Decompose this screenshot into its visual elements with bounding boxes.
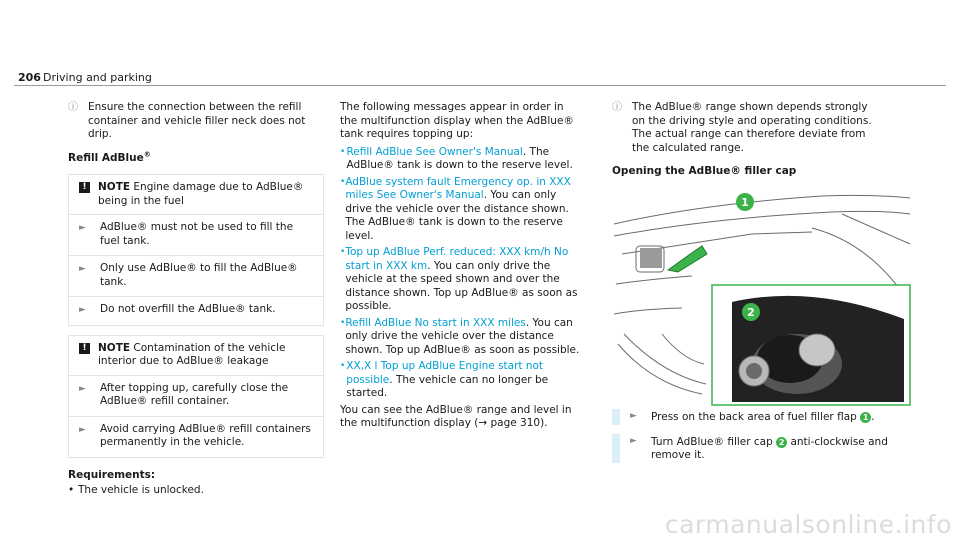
warning-label: NOTE — [98, 341, 131, 354]
requirement-item: • The vehicle is unlocked. — [68, 484, 204, 496]
step-item: ► After topping up, carefully close the AdBlue® refill container. — [69, 375, 323, 416]
warning-text: Contamination of the vehicle interior due to AdBlue® leakage — [98, 341, 286, 367]
info-note-text: The AdBlue® range shown depends strongly on the driving style and operating conditions. The actual range can therefore deviate from the calculated range. — [632, 101, 872, 154]
page-number: 206 — [18, 71, 41, 84]
arrow-icon: ► — [79, 305, 86, 315]
section-heading: Refill AdBlue® — [68, 150, 151, 164]
info-note — [612, 101, 912, 155]
info-note — [68, 101, 324, 142]
chapter-title: Driving and parking — [43, 71, 152, 84]
step-bar — [612, 434, 620, 463]
list-item: • Refill AdBlue See Owner's Manual. The AdBlue® tank is down to the reserve level. — [340, 145, 573, 171]
callout-badge: 1 — [860, 412, 871, 423]
info-icon: ⓘ — [612, 102, 622, 113]
step-item: ► Only use AdBlue® to fill the AdBlue® tank. — [69, 255, 323, 296]
warning-box-2 — [68, 335, 324, 458]
callout-2: 2 — [747, 306, 755, 319]
arrow-icon: ► — [79, 223, 86, 233]
step-item: ► Avoid carrying AdBlue® refill containers permanently in the vehicle. — [69, 416, 323, 457]
step-item: ► Turn AdBlue® filler cap 2 anti-clockwise and remove it. — [612, 434, 912, 463]
list-item: • AdBlue system fault Emergency op. in XXX miles See Owner's Manual. You can only drive the vehicle over the distance shown. The AdBlue® tank is down to the reserve level. — [340, 175, 571, 242]
section-heading: Opening the AdBlue® filler cap — [612, 165, 797, 177]
warning-text: Engine damage due to AdBlue® being in the fuel — [98, 181, 304, 207]
arrow-icon: ► — [630, 435, 637, 446]
bullet-icon: • — [68, 484, 75, 496]
bullet-icon: • — [340, 361, 346, 371]
column-2 — [340, 101, 580, 431]
info-icon: ⓘ — [68, 102, 78, 113]
column-1 — [68, 101, 324, 498]
warning-label: NOTE — [98, 181, 131, 193]
bullet-icon: • — [340, 146, 346, 157]
bullet-icon: • — [340, 247, 346, 257]
step-item: ► Do not overfill the AdBlue® tank. — [69, 296, 323, 325]
info-note-text: Ensure the connection between the refill container and vehicle filler neck does not drip. — [88, 101, 306, 140]
warning-icon: ! — [79, 343, 90, 354]
list-item: • Refill AdBlue No start in XXX miles. You can only drive the vehicle over the distance shown. Top up AdBlue® as soon as possible. — [340, 316, 580, 356]
intro-text: The following messages appear in order in the multifunction display when the AdBlue® tank requires topping up: — [340, 101, 574, 140]
step-item: ► AdBlue® must not be used to fill the fuel tank. — [69, 214, 323, 255]
warning-box-1 — [68, 174, 324, 326]
arrow-icon: ► — [79, 383, 86, 394]
outro-text: You can see the AdBlue® range and level in the multifunction display (→ page 310). — [340, 403, 572, 429]
list-item: • Top up AdBlue Perf. reduced: XXX km/h No start in XXX km. You can only drive the vehicle at the speed shown and over the distance shown. Top up AdBlue® as soon as possible. — [340, 246, 578, 312]
column-3 — [612, 101, 912, 179]
message-list — [340, 146, 580, 401]
arrow-icon: ► — [630, 411, 637, 421]
step-bar — [612, 409, 620, 425]
warning-icon: ! — [79, 182, 90, 193]
callout-1: 1 — [741, 196, 749, 209]
header-divider — [14, 85, 946, 86]
filler-cap-illustration — [612, 184, 912, 406]
warning-header — [69, 336, 323, 375]
instruction-steps — [612, 409, 912, 463]
callout-badge: 2 — [776, 437, 787, 448]
requirements-label: Requirements: — [68, 468, 156, 481]
watermark: carmanualsonline.info — [664, 509, 952, 539]
list-item: • XX,X l Top up AdBlue Engine start not possible. The vehicle can no longer be started. — [340, 360, 549, 399]
arrow-icon: ► — [79, 264, 86, 274]
arrow-icon: ► — [79, 424, 86, 435]
warning-header — [69, 175, 323, 214]
bullet-icon: • — [340, 317, 346, 328]
step-item: ► Press on the back area of fuel filler flap 1 . — [612, 409, 912, 425]
car-rear-drawing — [612, 184, 912, 406]
bullet-icon: • — [340, 176, 346, 187]
